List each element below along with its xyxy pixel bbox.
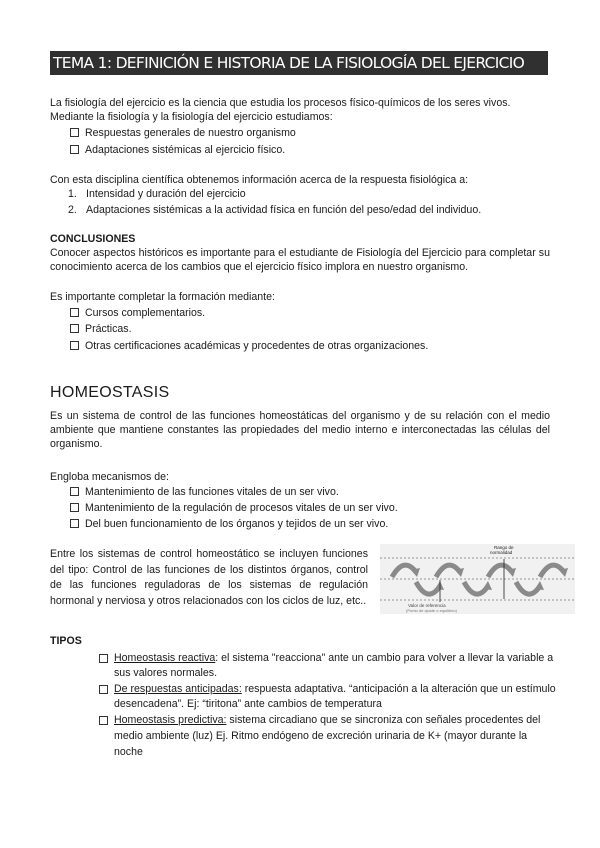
homeostasis-control-text: Entre los sistemas de control homeostático se incluyen funciones del tipo: Control de las funciones de los distintos órganos, control de las funciones reguladoras de los sistemas de regulación hormonal y nerviosa y otros relacionados con los ciclos de luz, etc.. [50, 548, 368, 607]
tipos-item-3-cont: medio ambiente (luz) Ej. Ritmo endógeno de excreción urinaria de K+ (mayor durante la [114, 730, 528, 742]
conclusiones-item-1-text: Cursos complementarios. [85, 307, 206, 319]
discipline-number-1: 1. [68, 188, 77, 200]
checkbox-icon [99, 654, 108, 663]
tipos-item-3-cont2: noche [114, 746, 143, 758]
checkbox-icon [70, 308, 79, 317]
conclusiones-item-3 [70, 339, 428, 353]
figure-label-top-1: Rango de [494, 545, 514, 550]
intro-item-2-text: Adaptaciones sistémicas al ejercicio físico. [85, 144, 286, 156]
tipos-heading: TIPOS [50, 635, 82, 647]
checkbox-icon [70, 503, 79, 512]
checkbox-icon [99, 716, 108, 725]
figure-label-top-2: normalidad [490, 550, 513, 555]
discipline-item-1: Intensidad y duración del ejercicio [86, 188, 246, 200]
checkbox-icon [70, 341, 79, 350]
tipos-item-1 [114, 651, 553, 665]
conclusiones-paragraph: Conocer aspectos históricos es importante para el estudiante de Fisiología del Ejercicio para completar su conocimiento acerca de los cambios que el ejercicio físico implora en nuestro organismo. [50, 247, 550, 273]
conclusiones-item-3-text: Otras certificaciones académicas y procedentes de otras organizaciones. [85, 340, 429, 352]
homeostasis-figure-svg [380, 544, 575, 614]
tipos-item-2-cont: desencadena”. Ej: “tiritona” ante cambios de temperatura [114, 698, 382, 710]
homeostasis-item-2-text: Mantenimiento de la regulación de procesos vitales de un ser vivo. [85, 502, 398, 514]
tipos-item-1-cont: sus valores normales. [114, 667, 218, 679]
checkbox-icon [70, 145, 79, 154]
homeostasis-item-1-text: Mantenimiento de las funciones vitales de un ser vivo. [85, 486, 339, 498]
checkbox-icon [70, 324, 79, 333]
figure-label-bottom-1: Valor de referencia [408, 603, 446, 608]
homeostasis-engloba: Engloba mecanismos de: [50, 471, 169, 483]
tipos-item-1-term: Homeostasis reactiva [114, 652, 216, 664]
homeostasis-item-1 [70, 485, 339, 499]
tipos-item-3-rest: sistema circadiano que se sincroniza con señales procedentes del [226, 714, 541, 726]
intro-item-2 [70, 143, 285, 157]
conclusiones-formation: Es importante completar la formación mediante: [50, 291, 275, 303]
homeostasis-paragraph: Es un sistema de control de las funciones homeostáticas del organismo y de su relación con el medio ambiente que mantiene constantes las propiedades del medio interno e interconectadas las células del organismo. [50, 410, 550, 450]
tipos-item-3 [114, 713, 540, 727]
tipos-item-3-term: Homeostasis predictiva: [114, 714, 227, 726]
document-title: TEMA 1: DEFINICIÓN E HISTORIA DE LA FISIOLOGÍA DEL EJERCICIO [50, 51, 548, 75]
tipos-item-1-rest: : el sistema "reacciona" ante un cambio para volver a llevar la variable a [215, 652, 554, 664]
intro-line-1: La fisiología del ejercicio es la ciencia que estudia los procesos físico-químicos de los seres vivos. [50, 97, 511, 109]
homeostasis-figure [380, 544, 575, 614]
tipos-item-2-rest: respuesta adaptativa. “anticipación a la alteración que un estímulo [241, 683, 556, 695]
intro-line-2: Mediante la fisiología y la fisiología del ejercicio estudiamos: [50, 111, 333, 123]
checkbox-icon [70, 519, 79, 528]
intro-item-1-text: Respuestas generales de nuestro organismo [85, 127, 296, 139]
figure-label-bottom-2: (Punto de ajuste o equilibrio) [406, 608, 457, 613]
tipos-item-2-term: De respuestas anticipadas: [114, 683, 242, 695]
conclusiones-item-2 [70, 322, 132, 336]
homeostasis-item-2 [70, 501, 398, 515]
homeostasis-item-3-text: Del buen funcionamiento de los órganos y tejidos de un ser vivo. [85, 518, 389, 530]
homeostasis-heading: HOMEOSTASIS [50, 384, 170, 401]
intro-item-1 [70, 126, 296, 140]
checkbox-icon [70, 128, 79, 137]
conclusiones-item-1 [70, 306, 205, 320]
checkbox-icon [99, 685, 108, 694]
conclusiones-heading: CONCLUSIONES [50, 233, 136, 245]
tipos-item-2 [114, 682, 556, 696]
checkbox-icon [70, 487, 79, 496]
discipline-item-2: Adaptaciones sistémicas a la actividad física en función del peso/edad del individuo. [86, 204, 482, 216]
discipline-text: Con esta disciplina científica obtenemos información acerca de la respuesta fisiológica a: [50, 174, 469, 186]
conclusiones-item-2-text: Prácticas. [85, 323, 132, 335]
discipline-number-2: 2. [68, 204, 77, 216]
homeostasis-item-3 [70, 517, 388, 531]
